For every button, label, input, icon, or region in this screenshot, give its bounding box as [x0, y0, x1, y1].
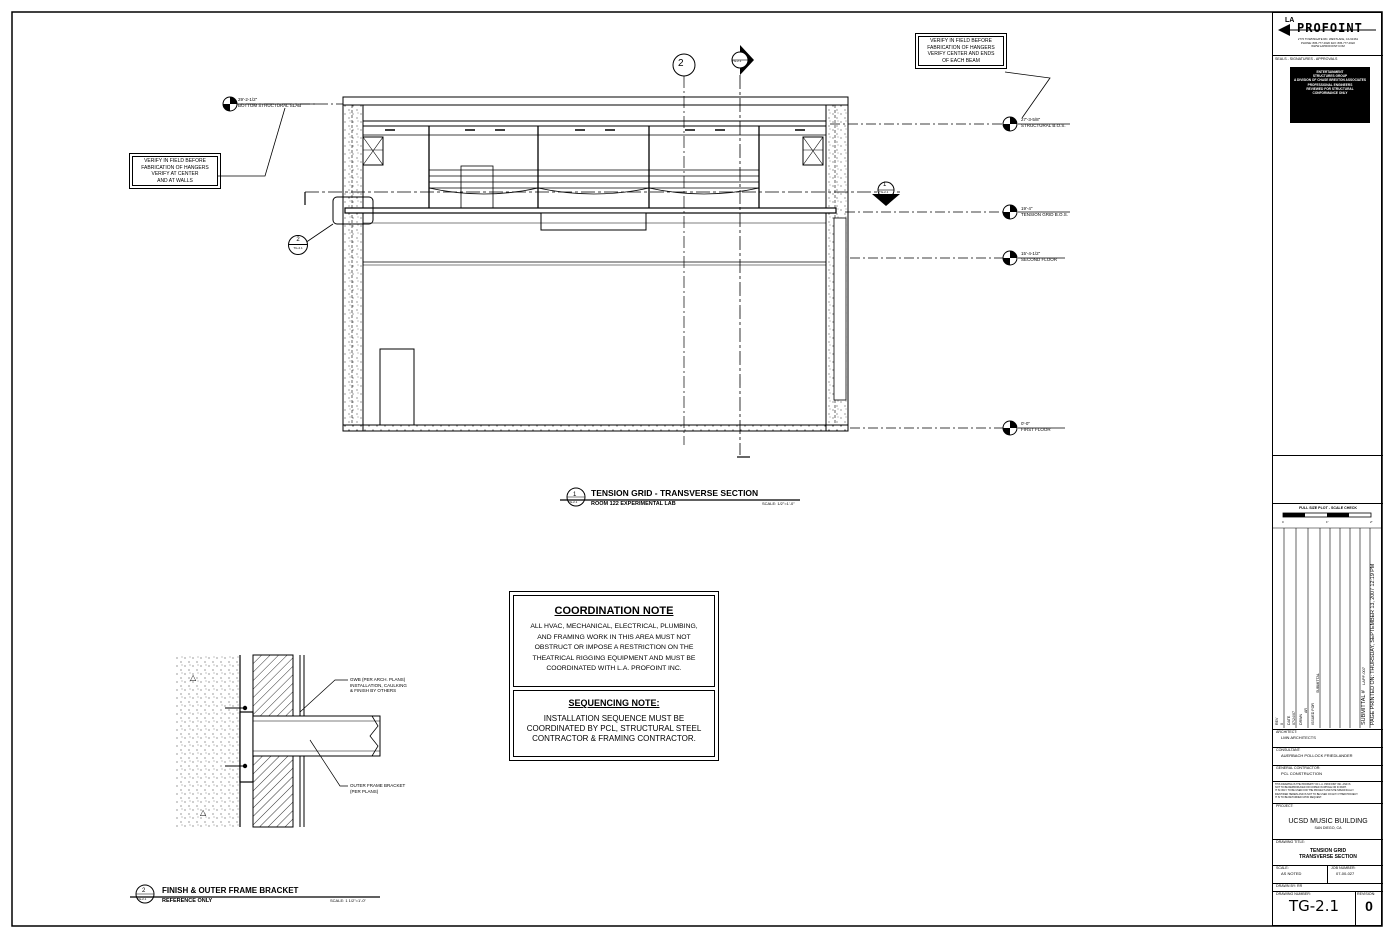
drawing-number: TG-2.1	[1288, 896, 1340, 915]
left-wall	[343, 97, 363, 431]
project-label: PROJECT:	[1276, 804, 1294, 808]
coordination-line: AND FRAMING WORK IN THIS AREA MUST NOT	[537, 633, 691, 641]
elevation-label-slab: 29'-2-1/2" BOTTOM STRUCTURAL SLAB	[238, 97, 302, 108]
detail-callout-bubble	[288, 235, 308, 255]
section1-title: TENSION GRID - TRANSVERSE SECTION	[591, 488, 759, 498]
revision-number: 0	[1365, 897, 1373, 914]
section1-scale: SCALE: 1/2"=1'-0"	[762, 501, 795, 506]
scale-cell	[1273, 866, 1328, 884]
coordination-note-title: COORDINATION NOTE	[554, 605, 674, 617]
structural-beam	[363, 121, 826, 126]
note-right: VERIFY IN FIELD BEFORE FABRICATION OF HANGERS VERIFY CENTER AND ENDS OF EACH BEAM	[918, 36, 1004, 66]
submittal-label: SUBMITTAL #	[1361, 690, 1367, 725]
section-mark-right-num: 1	[883, 182, 887, 188]
gc-label: GENERAL CONTRACTOR:	[1276, 766, 1321, 770]
job-value: 07-00-027	[1336, 870, 1355, 876]
section1-subtitle: ROOM 122 EXPERIMENTAL LAB	[591, 501, 676, 507]
elevation-label-tension-grid: 19'-4" TENSION GRID B.O.S.	[1021, 206, 1069, 217]
section1-bubble-sheet: TG-2.1	[568, 500, 578, 504]
sequencing-line: INSTALLATION SEQUENCE MUST BE	[543, 714, 685, 723]
drawing-title-line: TENSION GRID	[1309, 847, 1347, 854]
svg-text:△: △	[200, 808, 207, 817]
sequencing-note-box	[513, 690, 715, 757]
rev-row-issued: SUBMITTAL	[1316, 673, 1320, 693]
coordination-note-box	[513, 595, 715, 687]
coordination-line: OBSTRUCT OR IMPOSE A RESTRICTION ON THE	[534, 644, 694, 651]
company-address: 2770 TOWNSGATE RD. WESTLAKE, CA 91361 PHONE: 805-777-0320 FAX: 805-777-0322 WWW.LAPROFOINT.COM	[1297, 37, 1359, 49]
scale-tick-0: 0	[1282, 520, 1284, 524]
architect-label: ARCHITECT:	[1276, 730, 1298, 734]
scale-label: SCALE:	[1276, 866, 1289, 870]
detail2-bubble-num: 2	[142, 888, 146, 894]
scale-value: AS NOTED	[1281, 870, 1302, 876]
drawing-title-line: TRANSVERSE SECTION	[1299, 853, 1357, 860]
job-cell	[1328, 866, 1382, 884]
section-mark-right-sheet: TG-2.1	[879, 190, 889, 194]
submittal-number: LAPF-007	[1361, 666, 1366, 685]
elevation-label-first-floor: 0'-0" FIRST FLOOR	[1021, 421, 1051, 432]
gc-value: PCL CONSTRUCTION	[1281, 770, 1322, 776]
scale-tick-1: 1"	[1326, 520, 1329, 524]
logo-name: PROFOINT	[1297, 21, 1363, 35]
drawn-label: DRAWN BY: RR	[1276, 884, 1303, 888]
gc-row	[1273, 765, 1383, 781]
coordination-line: COORDINATED WITH L.A. PROFOINT INC.	[546, 665, 682, 672]
scale-check-label: FULL SIZE PLOT - SCALE CHECK	[1299, 506, 1357, 510]
project-location: SAN DIEGO, CA	[1314, 825, 1342, 830]
drawing-number-label: DRAWING NUMBER:	[1276, 892, 1311, 896]
project-row	[1273, 803, 1383, 839]
disclaimer: THIS DRAWING IS THE PROPERTY OF L.A. PROFOINT INC. AND IS NOT TO BE REPRODUCED OR COPIED IN WHOLE OR IN PART. IT IS ONLY TO BE USED FOR THE PROJECT AND SITE SPECIFICALLY IDENTIFIED HEREIN AND IS NOT TO BE USED ON ANY OTHER PROJECT. IT IS TO BE RETURNED UPON REQUEST.	[1273, 781, 1383, 803]
project-name: UCSD MUSIC BUILDING	[1288, 817, 1368, 825]
job-label: JOB NUMBER:	[1331, 866, 1356, 870]
control-box	[461, 166, 493, 208]
elevation-label-structural: 27'-3-5/8" STRUCTURAL B.O.S.	[1021, 117, 1066, 128]
rev-row-rev: 0	[1280, 723, 1284, 725]
detail2-gwb-note: GWB (PER ARCH. PLANS) INSTALLATION, CAULKING & FINISH BY OTHERS	[350, 677, 407, 693]
note-left: VERIFY IN FIELD BEFORE FABRICATION OF HANGERS VERIFY AT CENTER AND AT WALLS	[132, 156, 218, 186]
scale-job-row	[1273, 865, 1383, 883]
logo-la: LA	[1285, 17, 1295, 24]
tension-grid	[345, 208, 836, 213]
coordination-line: THEATRICAL RIGGING EQUIPMENT AND MUST BE	[532, 654, 696, 662]
sequencing-line: COORDINATED BY PCL, STRUCTURAL STEEL	[526, 724, 702, 733]
rev-col-rev: REV	[1275, 717, 1279, 725]
consultant-value: AUERBACH POLLOCK FRIEDLANDER	[1281, 752, 1353, 758]
revision-label: REVISION:	[1357, 892, 1376, 896]
detail-callout-num: 2	[289, 236, 307, 245]
seals-label: SEALS - SIGNATURES - APPROVALS	[1275, 57, 1338, 61]
svg-text:△: △	[190, 673, 197, 682]
printed-timestamp: PAGE PRINTED ON: THURSDAY, SEPTEMBER 13, 2007 12:19 PM	[1370, 563, 1376, 725]
grid-bubble	[673, 54, 695, 76]
grid-bubble-label: 2	[678, 58, 684, 69]
engineer-stamp-text: ENTERTAINMENT STRUCTURES GROUP A DIVISION OF CHASE BREXTON ASSOCIATES PROFESSIONAL ENGINEERS REVIEWED FOR STRUCTURAL CONFORMANCE ONLY	[1293, 70, 1367, 96]
consultant-label: CONSULTANT:	[1276, 748, 1301, 752]
detail2-title: FINISH & OUTER FRAME BRACKET	[162, 886, 299, 895]
sequencing-note-title: SEQUENCING NOTE:	[568, 698, 660, 708]
lighting-box	[541, 213, 646, 230]
bracket-plate	[240, 712, 253, 782]
drawing-title-label: DRAWING TITLE:	[1276, 840, 1305, 844]
revision-cell	[1356, 892, 1382, 926]
floor-slab	[343, 425, 848, 431]
rev-row-drwn: AR	[1304, 708, 1308, 713]
elevation-label-second-floor: 15'-4-1/2" SECOND FLOOR	[1021, 251, 1058, 262]
detail-callout-sheet: TG-2.1	[293, 246, 303, 250]
consultant-row	[1273, 747, 1383, 765]
architect-value: LMN ARCHITECTS	[1281, 734, 1316, 740]
sequencing-line: CONTRACTOR & FRAMING CONTRACTOR.	[532, 734, 696, 743]
drawing-title-row	[1273, 839, 1383, 865]
rev-col-drwn: DRWN	[1299, 713, 1303, 725]
rev-col-date: DATE	[1287, 715, 1291, 725]
rev-row-date: 07/24/07	[1292, 711, 1296, 725]
left-note-leader	[218, 108, 285, 176]
drawing-number-cell	[1273, 892, 1356, 926]
section1-bubble-num: 1	[573, 492, 577, 498]
elevation-markers	[223, 97, 1017, 435]
roof-slab	[343, 97, 848, 105]
right-note-leader	[1005, 72, 1050, 118]
detail2-scale: SCALE: 1 1/2"=1'-0"	[330, 898, 366, 903]
detail2-subtitle: REFERENCE ONLY	[162, 898, 213, 904]
transverse-section	[228, 45, 1070, 457]
coordination-line: ALL HVAC, MECHANICAL, ELECTRICAL, PLUMBING,	[530, 623, 698, 630]
coordination-notes	[509, 591, 719, 761]
rev-col-issued: ISSUED FOR	[1311, 703, 1315, 725]
door	[380, 349, 414, 425]
scale-tick-2: 2"	[1370, 520, 1373, 524]
title-block	[1272, 12, 1382, 926]
right-column	[834, 218, 846, 400]
section-mark-top-sheet: TG-2.1	[732, 59, 742, 63]
drawing-number-row	[1273, 891, 1383, 925]
detail2-bubble-sheet: TG-2.1	[137, 897, 147, 901]
detail2-bracket-note: OUTER FRAME BRACKET (PER PLANS)	[350, 783, 406, 794]
